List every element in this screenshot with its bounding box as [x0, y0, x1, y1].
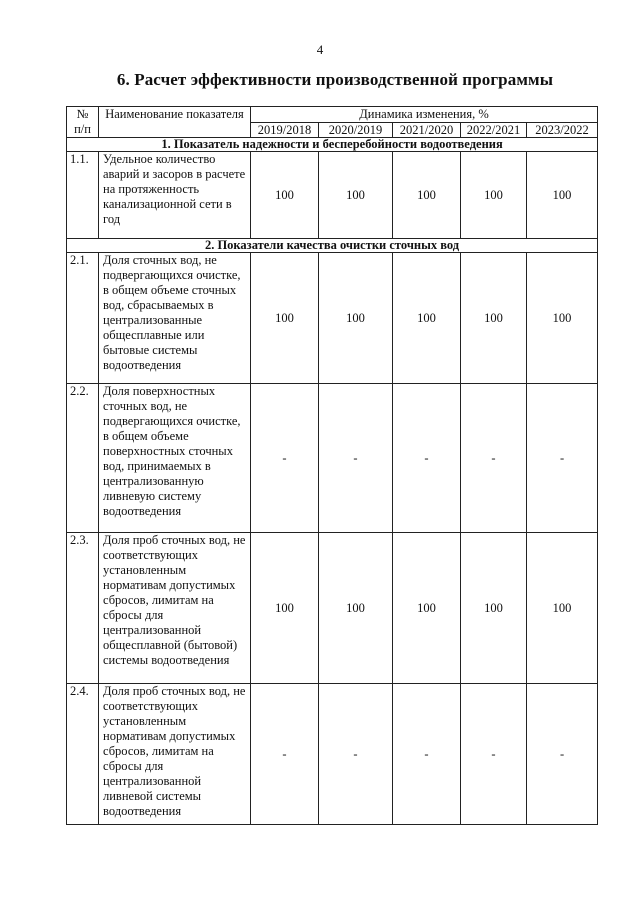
row-value: 100 [527, 253, 598, 384]
header-dynamics: Динамика изменения, % [251, 107, 598, 123]
row-value: 100 [461, 253, 527, 384]
row-value: - [393, 684, 461, 825]
row-value: - [527, 684, 598, 825]
header-year: 2021/2020 [393, 123, 461, 138]
row-value: - [319, 684, 393, 825]
header-num: № п/п [67, 107, 99, 138]
header-year: 2022/2021 [461, 123, 527, 138]
table-header-row [67, 107, 598, 123]
header-year: 2020/2019 [319, 123, 393, 138]
header-name: Наименование показателя [99, 107, 251, 138]
row-value: 100 [251, 533, 319, 684]
header-year: 2023/2022 [527, 123, 598, 138]
row-value: 100 [393, 533, 461, 684]
section-title: 1. Показатель надежности и бесперебойности водоотведения [67, 138, 598, 152]
table-row [67, 384, 598, 533]
row-value: - [319, 384, 393, 533]
row-value: - [461, 684, 527, 825]
row-value: 100 [251, 152, 319, 239]
row-indicator-name: Доля сточных вод, не подвергающихся очистке, в общем объеме сточных вод, сбрасываемых в централизованные общесплавные или бытовые системы водоотведения [99, 253, 251, 384]
row-number: 2.3. [67, 533, 99, 684]
section-title: 2. Показатели качества очистки сточных вод [67, 239, 598, 253]
row-value: 100 [393, 253, 461, 384]
table-row [67, 253, 598, 384]
row-value: - [527, 384, 598, 533]
page-title: 6. Расчет эффективности производственной программы [116, 70, 554, 89]
row-value: 100 [527, 533, 598, 684]
row-value: 100 [461, 152, 527, 239]
row-indicator-name: Удельное количество аварий и засоров в расчете на протяженность канализационной сети в год [99, 152, 251, 239]
row-number: 1.1. [67, 152, 99, 239]
page-number: 4 [316, 42, 324, 57]
row-indicator-name: Доля поверхностных сточных вод, не подвергающихся очистке, в общем объеме поверхностных сточных вод, принимаемых в централизованную ливневую систему водоотведения [99, 384, 251, 533]
row-value: 100 [527, 152, 598, 239]
section-row [67, 138, 598, 152]
table-row [67, 684, 598, 825]
row-value: - [251, 684, 319, 825]
row-indicator-name: Доля проб сточных вод, не соответствующих установленным нормативам допустимых сбросов, лимитам на сбросы для централизованной общесплавной (бытовой) системы водоотведения [99, 533, 251, 684]
row-value: 100 [319, 253, 393, 384]
row-value: 100 [319, 533, 393, 684]
row-value: - [251, 384, 319, 533]
row-value: - [393, 384, 461, 533]
table-row [67, 533, 598, 684]
row-number: 2.4. [67, 684, 99, 825]
efficiency-table [66, 106, 598, 825]
row-value: 100 [251, 253, 319, 384]
row-value: 100 [393, 152, 461, 239]
section-row [67, 239, 598, 253]
row-number: 2.1. [67, 253, 99, 384]
row-number: 2.2. [67, 384, 99, 533]
row-indicator-name: Доля проб сточных вод, не соответствующих установленным нормативам допустимых сбросов, лимитам на сбросы для централизованной ливневой системы водоотведения [99, 684, 251, 825]
row-value: 100 [461, 533, 527, 684]
header-year: 2019/2018 [251, 123, 319, 138]
table-row [67, 152, 598, 239]
row-value: 100 [319, 152, 393, 239]
row-value: - [461, 384, 527, 533]
